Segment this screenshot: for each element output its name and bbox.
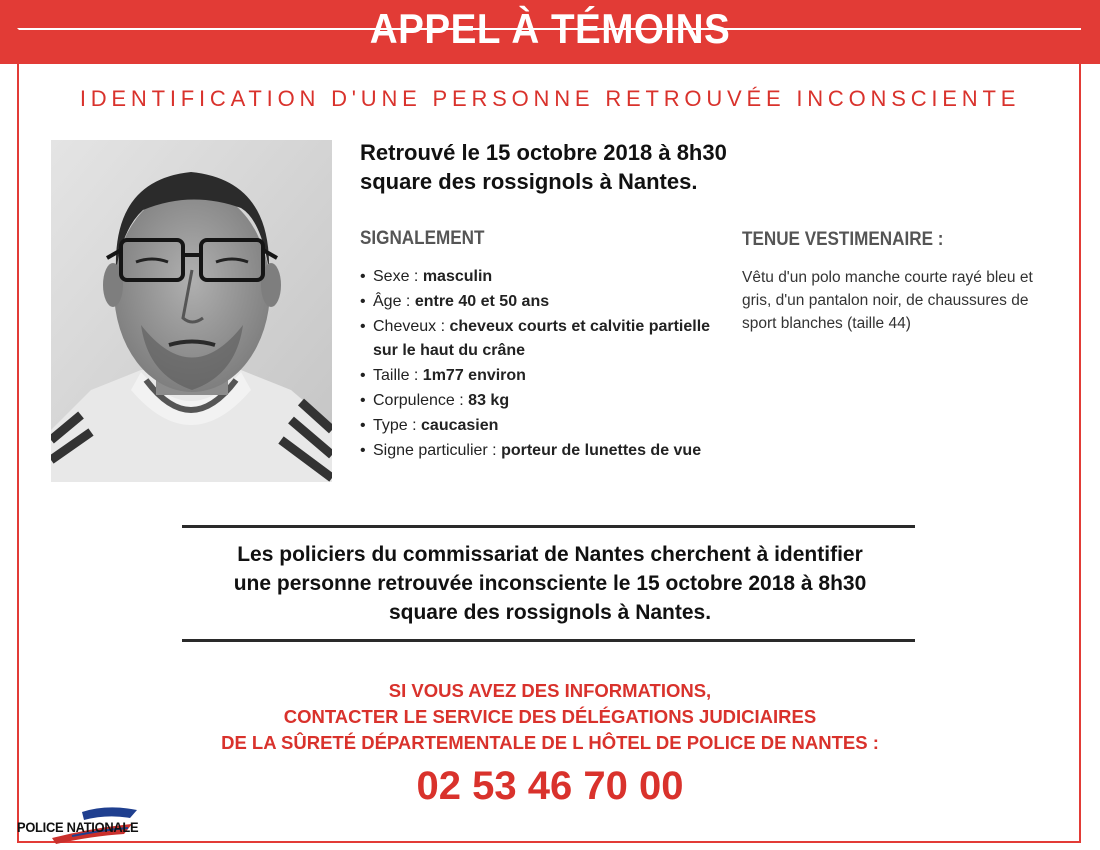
item-label: Taille : [373,367,423,384]
item-value: entre 40 et 50 ans [414,293,550,310]
suspect-photo [51,140,332,482]
description-item-sex: • Sexe : masculin [360,268,493,285]
contact-phone-number[interactable]: 02 53 46 70 00 [416,764,684,808]
item-value: 83 kg [468,392,510,409]
clothing-heading: TENUE VESTIMENAIRE : [742,229,944,250]
description-heading: SIGNALEMENT [360,228,485,249]
item-label: Type : [373,417,422,434]
clothing-description: Vêtu d'un polo manche courte rayé bleu et gris, d'un pantalon noir, de chaussures de sport blanches (taille 44) [742,269,1033,332]
divider-bottom [182,639,915,642]
message-line-1: Les policiers du commissariat de Nantes cherchent à identifier [237,543,863,566]
contact-instructions [100,678,1000,756]
message-line-3: square des rossignols à Nantes. [388,601,712,624]
contact-line-2: CONTACTER LE SERVICE DES DÉLÉGATIONS JUDICIAIRES [283,706,817,727]
poster-subtitle: IDENTIFICATION D'UNE PERSONNE RETROUVÉE INCONSCIENTE [79,86,1021,111]
police-nationale-logo [12,806,182,846]
description-item-distinctive-sign: • Signe particulier : porteur de lunettes de vue [360,442,702,459]
description-item-hair: • Cheveux : cheveux courts et calvitie partielle sur le haut du crâne [360,318,711,359]
found-line-1: Retrouvé le 15 octobre 2018 à 8h30 [360,140,727,165]
police-message [140,540,960,627]
item-value: caucasien [421,417,499,434]
item-value: cheveux courts et calvitie partielle sur le haut du crâne [373,318,711,359]
contact-line-3: DE LA SÛRETÉ DÉPARTEMENTALE DE L HÔTEL DE POLICE DE NANTES : [221,732,879,753]
found-line-2: square des rossignols à Nantes. [360,169,698,194]
message-line-2: une personne retrouvée inconsciente le 15 octobre 2018 à 8h30 [233,572,867,595]
found-statement [360,138,920,196]
item-value: masculin [422,268,493,285]
description-list [360,265,720,464]
item-value: porteur de lunettes de vue [501,442,702,459]
item-label: Âge : [373,293,415,310]
person-portrait-image [51,140,332,482]
description-item-height: • Taille : 1m77 environ [360,367,526,384]
poster-title: APPEL À TÉMOINS [369,5,731,52]
description-item-build: • Corpulence : 83 kg [360,392,510,409]
item-label: Cheveux : [373,318,450,335]
divider-top [182,525,915,528]
logo-text: POLICE NATIONALE [17,819,139,835]
contact-line-1: SI VOUS AVEZ DES INFORMATIONS, [388,680,712,701]
description-item-type: • Type : caucasien [360,417,499,434]
description-item-age: • Âge : entre 40 et 50 ans [360,293,550,310]
item-label: Corpulence : [373,392,469,409]
item-label: Sexe : [373,268,423,285]
item-value: 1m77 environ [422,367,526,384]
item-label: Signe particulier : [373,442,502,459]
